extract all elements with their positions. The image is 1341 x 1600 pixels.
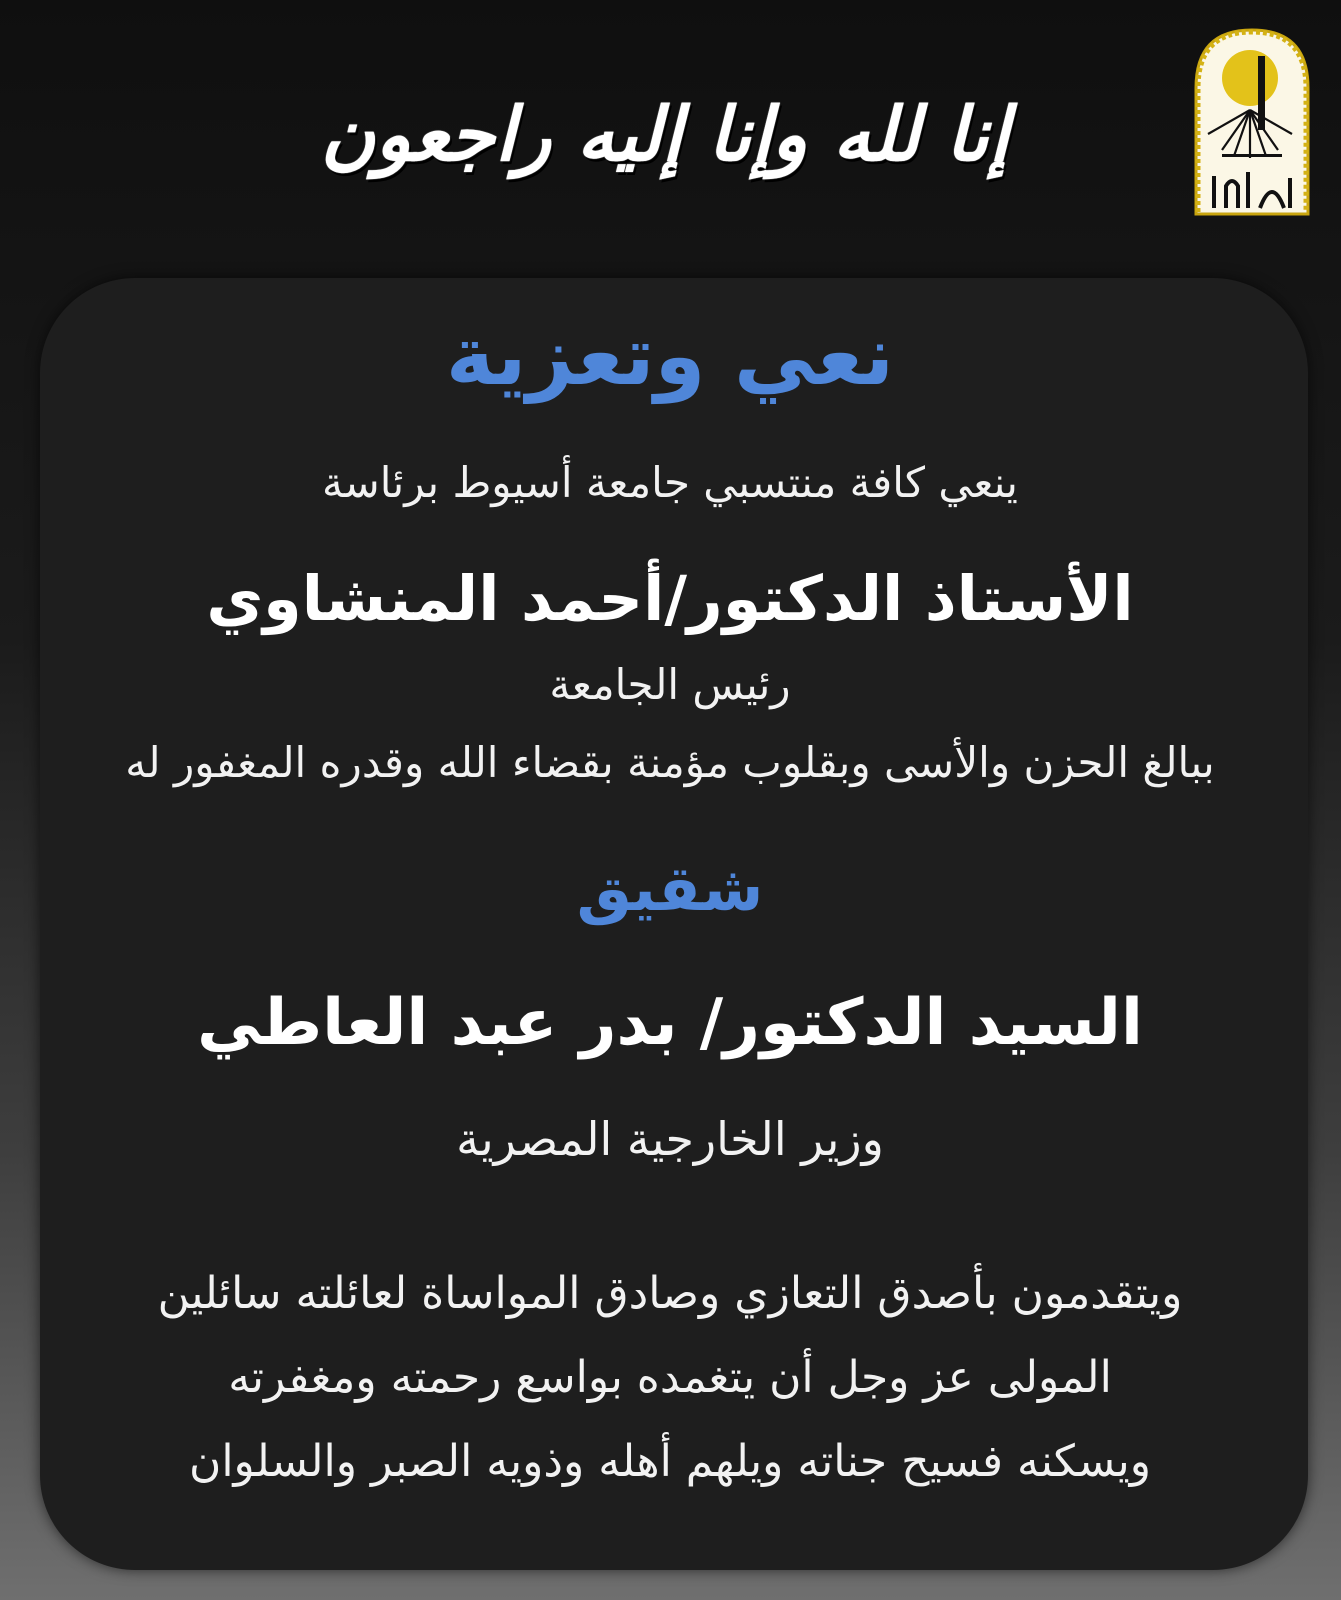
intro-text: ينعي كافة منتسبي جامعة أسيوط برئاسة xyxy=(322,458,1018,507)
minister-name: السيد الدكتور/ بدر عبد العاطي xyxy=(197,986,1143,1060)
grief-line: ببالغ الحزن والأسى وبقلوب مؤمنة بقضاء الله وقدره المغفور له xyxy=(125,738,1215,787)
header xyxy=(0,0,1341,280)
verse-calligraphy: إنا لله وإنا إليه راجعون xyxy=(320,92,1010,178)
condolence-line: ويتقدمون بأصدق التعازي وصادق المواساة لعائلته سائلين xyxy=(157,1268,1183,1319)
announcement-title: نعي وتعزية xyxy=(445,309,895,404)
relation-label: شقيق xyxy=(576,852,764,925)
president-name: الأستاذ الدكتور/أحمد المنشاوي xyxy=(206,562,1134,635)
assiut-university-logo-icon xyxy=(1192,26,1312,216)
condolence-line: ويسكنه فسيح جناته ويلهم أهله وذويه الصبر والسلوان xyxy=(189,1436,1151,1487)
president-role: رئيس الجامعة xyxy=(549,660,791,709)
minister-role: وزير الخارجية المصرية xyxy=(456,1112,884,1166)
condolence-line: المولى عز وجل أن يتغمده بواسع رحمته ومغفرته xyxy=(228,1352,1112,1403)
